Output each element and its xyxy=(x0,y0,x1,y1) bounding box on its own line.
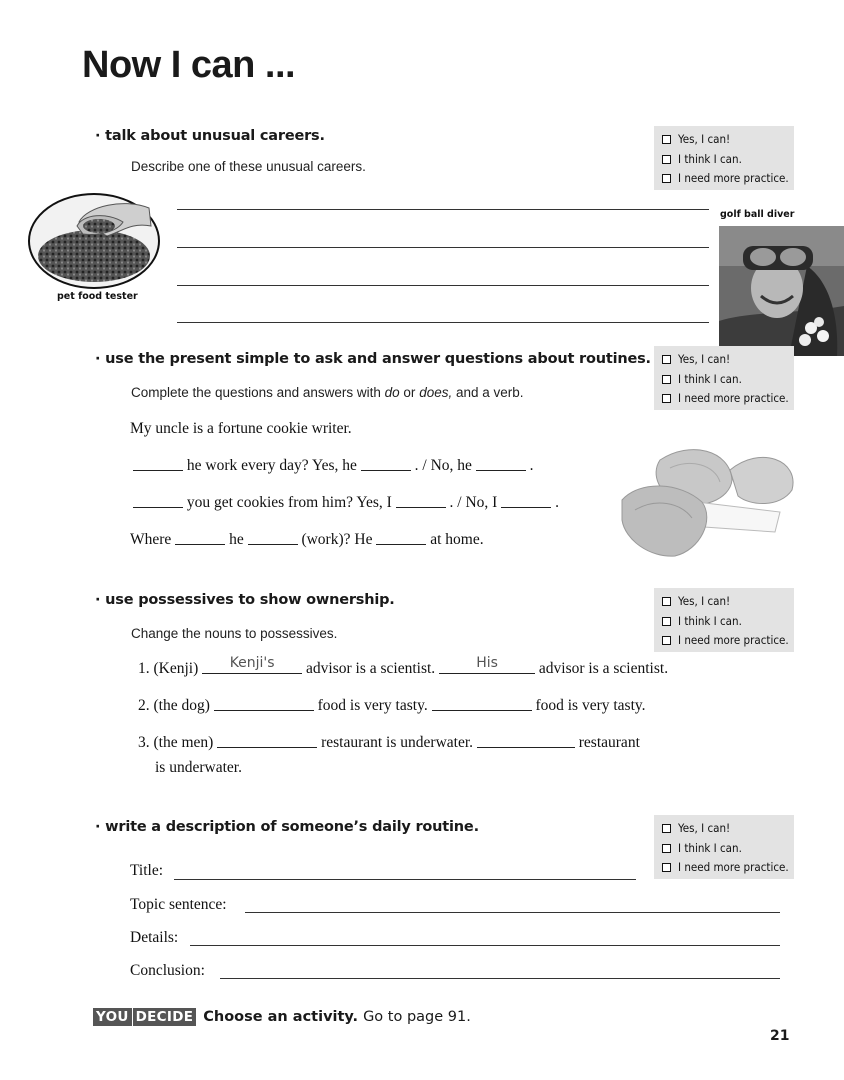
answer-blank[interactable] xyxy=(202,655,302,674)
checkbox-icon[interactable] xyxy=(662,174,671,183)
checkbox-icon[interactable] xyxy=(662,155,671,164)
check-think[interactable]: I think I can. xyxy=(662,839,794,859)
checkbox-icon[interactable] xyxy=(662,617,671,626)
check-practice[interactable]: I need more practice. xyxy=(662,858,794,878)
answer-blank[interactable] xyxy=(376,531,426,545)
writing-line[interactable] xyxy=(177,285,709,286)
title-line[interactable] xyxy=(174,879,636,880)
answer-blank[interactable] xyxy=(133,494,183,508)
details-line[interactable] xyxy=(190,945,780,946)
goal-possessives: · use possessives to show ownership. xyxy=(95,592,395,608)
self-check-box-2 xyxy=(654,346,794,410)
check-yes[interactable]: Yes, I can! xyxy=(662,819,794,839)
answer-blank[interactable] xyxy=(133,457,183,471)
checkbox-icon[interactable] xyxy=(662,135,671,144)
goal-daily-routine: · write a description of someone’s daily routine. xyxy=(95,819,479,835)
self-check-box-3 xyxy=(654,588,794,652)
answer-blank[interactable] xyxy=(361,457,411,471)
check-think[interactable]: I think I can. xyxy=(662,370,794,390)
you-decide-badge: YOU DECIDE xyxy=(93,1008,196,1026)
answer-blank[interactable] xyxy=(476,457,526,471)
golf-diver-photo xyxy=(719,226,844,356)
check-practice[interactable]: I need more practice. xyxy=(662,169,794,189)
title-label: Title: xyxy=(130,862,164,879)
caption-pet-food-tester: pet food tester xyxy=(57,291,138,302)
go-to-page[interactable]: Go to page 91. xyxy=(363,1009,471,1025)
answer-blank[interactable] xyxy=(396,494,446,508)
check-think[interactable]: I think I can. xyxy=(662,612,794,632)
fortune-cookie-image xyxy=(620,440,800,575)
answer-blank[interactable] xyxy=(477,734,575,748)
check-practice[interactable]: I need more practice. xyxy=(662,389,794,409)
page-number: 21 xyxy=(770,1028,790,1044)
instruction-present-simple: Complete the questions and answers with do or does, and a verb. xyxy=(131,385,524,400)
question-1: he work every day? Yes, he . / No, he . xyxy=(133,457,534,475)
goal-present-simple: · use the present simple to ask and answer questions about routines. xyxy=(95,351,651,367)
answer-blank[interactable] xyxy=(439,655,535,674)
instruction-careers: Describe one of these unusual careers. xyxy=(131,159,366,174)
conclusion-line[interactable] xyxy=(220,978,780,979)
topic-sentence-line[interactable] xyxy=(245,912,780,913)
handwritten-answer: Kenji's xyxy=(229,655,275,671)
golf-diver-image xyxy=(719,226,844,361)
caption-golf-ball-diver: golf ball diver xyxy=(720,209,795,220)
page-title: Now I can ... xyxy=(82,44,296,86)
checkbox-icon[interactable] xyxy=(662,394,671,403)
you-decide-footer xyxy=(93,1008,471,1026)
pet-food-illustration xyxy=(27,192,161,290)
answer-blank[interactable] xyxy=(175,531,225,545)
check-yes[interactable]: Yes, I can! xyxy=(662,350,794,370)
handwritten-answer: His xyxy=(476,655,498,671)
checkbox-icon[interactable] xyxy=(662,355,671,364)
details-label: Details: xyxy=(130,929,179,946)
choose-activity: Choose an activity. xyxy=(203,1009,359,1025)
answer-blank[interactable] xyxy=(248,531,298,545)
check-yes[interactable]: Yes, I can! xyxy=(662,130,794,150)
possessive-item-3-cont: is underwater. xyxy=(155,759,242,776)
checkbox-icon[interactable] xyxy=(662,863,671,872)
writing-line[interactable] xyxy=(177,247,709,248)
answer-blank[interactable] xyxy=(217,734,317,748)
pet-food-image xyxy=(27,192,161,295)
question-2: you get cookies from him? Yes, I . / No, I . xyxy=(133,494,559,512)
intro-sentence: My uncle is a fortune cookie writer. xyxy=(130,420,352,437)
checkbox-icon[interactable] xyxy=(662,844,671,853)
instruction-possessives: Change the nouns to possessives. xyxy=(131,626,338,641)
check-think[interactable]: I think I can. xyxy=(662,150,794,170)
check-practice[interactable]: I need more practice. xyxy=(662,631,794,651)
fortune-cookie-illustration xyxy=(620,440,800,570)
answer-blank[interactable] xyxy=(214,697,314,711)
possessive-item-1: 1. (Kenji) Kenji's advisor is a scientist. His advisor is a scientist. xyxy=(138,655,669,677)
self-check-box-4 xyxy=(654,815,794,879)
question-3: Where he (work)? He at home. xyxy=(130,531,484,548)
answer-blank[interactable] xyxy=(501,494,551,508)
possessive-item-2: 2. (the dog) food is very tasty. food is very tasty. xyxy=(138,697,646,714)
possessive-item-3: 3. (the men) restaurant is underwater. restaurant xyxy=(138,734,640,751)
topic-sentence-label: Topic sentence: xyxy=(130,896,227,913)
checkbox-icon[interactable] xyxy=(662,824,671,833)
checkbox-icon[interactable] xyxy=(662,597,671,606)
writing-line[interactable] xyxy=(177,322,709,323)
checkbox-icon[interactable] xyxy=(662,636,671,645)
conclusion-label: Conclusion: xyxy=(130,962,205,979)
answer-blank[interactable] xyxy=(432,697,532,711)
self-check-box-1 xyxy=(654,126,794,190)
check-yes[interactable]: Yes, I can! xyxy=(662,592,794,612)
goal-unusual-careers: · talk about unusual careers. xyxy=(95,128,325,144)
checkbox-icon[interactable] xyxy=(662,375,671,384)
writing-line[interactable] xyxy=(177,209,709,210)
